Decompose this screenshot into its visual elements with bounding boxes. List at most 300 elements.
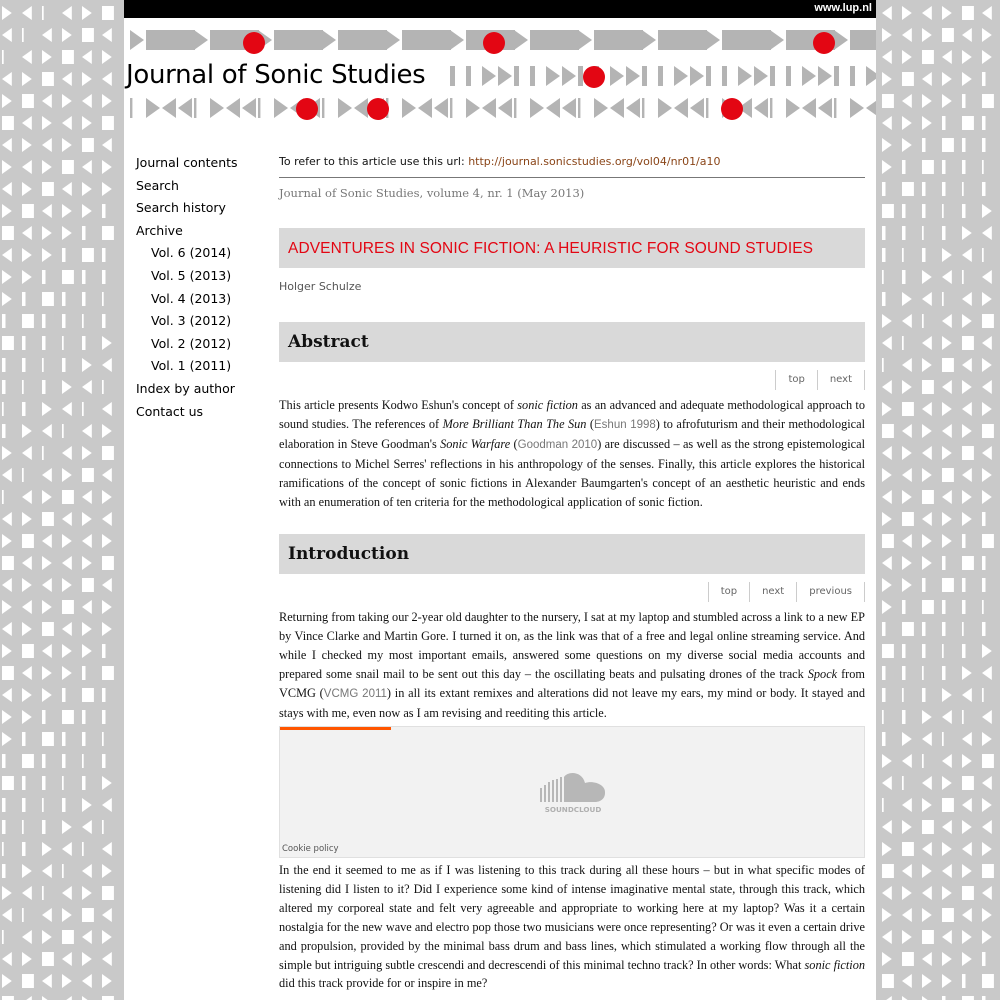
reference-link[interactable]: Eshun 1998: [594, 418, 656, 431]
pattern-glyph: [102, 842, 112, 856]
pattern-glyph: [962, 754, 972, 768]
pattern-glyph: [962, 468, 972, 482]
pattern-glyph: [22, 578, 32, 592]
intro-top-link[interactable]: top: [708, 582, 749, 602]
pattern-glyph: [62, 512, 72, 526]
pattern-glyph: [922, 644, 926, 658]
pattern-glyph: [922, 666, 924, 680]
pattern-glyph: [942, 996, 946, 1000]
pattern-glyph: [942, 380, 952, 394]
reference-link[interactable]: VCMG 2011: [323, 687, 387, 700]
pattern-glyph: [882, 578, 892, 592]
pattern-glyph: [922, 512, 932, 526]
pattern-glyph: [530, 66, 535, 86]
pattern-glyph: [882, 974, 894, 988]
pattern-glyph: [82, 974, 92, 988]
text: from VCMG (: [279, 666, 865, 700]
pattern-glyph: [82, 996, 92, 1000]
pattern-glyph: [690, 98, 704, 118]
pattern-glyph: [834, 98, 836, 118]
pattern-glyph: [942, 468, 954, 482]
journal-logo[interactable]: Journal of Sonic Studies: [126, 59, 435, 91]
introduction-nav: [708, 582, 865, 602]
pattern-glyph: [902, 732, 912, 746]
pattern-glyph: [466, 66, 471, 86]
pattern-glyph: [922, 974, 932, 988]
pattern-glyph: [2, 732, 12, 746]
pattern-glyph: [942, 336, 952, 350]
pattern-glyph: [2, 28, 12, 42]
pattern-glyph: [982, 666, 992, 680]
pattern-glyph: [22, 666, 32, 680]
refer-line: [279, 155, 721, 168]
pattern-glyph: [42, 358, 44, 372]
pattern-glyph: [706, 66, 711, 86]
pattern-glyph: [82, 490, 92, 504]
pattern-glyph: [802, 66, 816, 86]
pattern-glyph: [62, 380, 72, 394]
pattern-glyph: [338, 30, 355, 50]
pattern-glyph: [962, 160, 966, 174]
soundcloud-embed[interactable]: [279, 726, 865, 858]
pattern-glyph: [962, 182, 964, 196]
banner-dot: [367, 98, 389, 120]
pattern-glyph: [130, 98, 132, 118]
pattern-glyph: [902, 226, 906, 240]
pattern-glyph: [22, 930, 32, 944]
pattern-glyph: [82, 908, 94, 922]
pattern-glyph: [62, 138, 72, 152]
pattern-glyph: [882, 292, 886, 306]
pattern-glyph: [922, 292, 932, 306]
text: ) are discussed – as well as the strong epistemological connections to Michel Serres' reflections in his anthropology of the senses. Finally, this article explores the historical ramifications of the concept of sonic fictions in Alexander Baumgarten's concept of an aesthetic heuristic and ends with an enumeration of ten criteria for the methodological application of sonic fiction.: [279, 436, 865, 509]
pattern-glyph: [922, 776, 932, 790]
pattern-glyph: [962, 358, 972, 372]
pattern-glyph: [738, 30, 755, 50]
abstract-next-link[interactable]: next: [817, 370, 865, 390]
pattern-glyph: [658, 66, 663, 86]
pattern-glyph: [102, 248, 106, 262]
pattern-glyph: [22, 6, 32, 20]
pattern-glyph: [962, 952, 972, 966]
sidebar-item[interactable]: Vol. 4 (2013): [151, 290, 232, 306]
pattern-glyph: [982, 864, 994, 878]
pattern-glyph: [42, 534, 52, 548]
pattern-glyph: [290, 30, 307, 50]
pattern-glyph: [102, 6, 114, 20]
pattern-glyph: [22, 534, 34, 548]
pattern-glyph: [2, 490, 4, 504]
pattern-glyph: [902, 930, 912, 944]
pattern-glyph: [962, 28, 972, 42]
pattern-glyph: [982, 930, 992, 944]
pattern-glyph: [962, 512, 972, 526]
pattern-glyph: [102, 50, 112, 64]
pattern-glyph: [942, 952, 952, 966]
pattern-glyph: [22, 314, 34, 328]
pattern-glyph: [82, 600, 92, 614]
pattern-glyph: [902, 798, 912, 812]
sidebar-item[interactable]: Vol. 1 (2011): [151, 358, 232, 374]
pattern-glyph: [42, 974, 52, 988]
pattern-glyph: [386, 30, 400, 50]
pattern-glyph: [962, 314, 972, 328]
pattern-glyph: [902, 952, 914, 966]
pattern-glyph: [942, 512, 952, 526]
sidebar-item[interactable]: Journal contents: [136, 155, 238, 170]
pattern-glyph: [922, 468, 932, 482]
pattern-glyph: [102, 138, 112, 152]
pattern-glyph: [82, 292, 86, 306]
pattern-glyph: [42, 446, 44, 460]
pattern-glyph: [982, 50, 992, 64]
abstract-top-link[interactable]: top: [775, 370, 816, 390]
pattern-glyph: [922, 930, 934, 944]
pattern-glyph: [674, 98, 688, 118]
pattern-glyph: [498, 98, 512, 118]
pattern-glyph: [882, 94, 894, 108]
pattern-glyph: [482, 66, 496, 86]
pattern-glyph: [62, 886, 72, 900]
emphasis: sonic fiction: [517, 398, 578, 412]
pattern-glyph: [982, 424, 994, 438]
introduction-heading: Introduction: [288, 544, 410, 564]
pattern-glyph: [62, 72, 72, 86]
pattern-glyph: [754, 98, 768, 118]
pattern-glyph: [902, 468, 912, 482]
pattern-glyph: [902, 666, 906, 680]
sidebar-item[interactable]: Archive: [136, 222, 183, 238]
pattern-glyph: [882, 248, 886, 262]
pattern-glyph: [546, 66, 560, 86]
pattern-glyph: [562, 66, 576, 86]
pattern-glyph: [902, 28, 912, 42]
pattern-glyph: [42, 182, 54, 196]
pattern-glyph: [2, 336, 14, 350]
pattern-glyph: [922, 842, 932, 856]
soundcloud-logo-icon[interactable]: [538, 771, 608, 815]
pattern-glyph: [942, 600, 946, 614]
pattern-glyph: [338, 98, 352, 118]
pattern-glyph: [882, 402, 892, 416]
pattern-glyph: [902, 754, 912, 768]
pattern-glyph: [62, 644, 72, 658]
pattern-glyph: [62, 292, 66, 306]
pattern-glyph: [102, 732, 104, 746]
pattern-glyph: [22, 50, 32, 64]
pattern-glyph: [610, 30, 627, 50]
pattern-glyph: [2, 72, 12, 86]
pattern-glyph: [42, 28, 52, 42]
pattern-glyph: [226, 98, 240, 118]
pattern-glyph: [274, 98, 288, 118]
pattern-glyph: [942, 974, 952, 988]
pattern-glyph: [922, 50, 934, 64]
pattern-glyph: [982, 72, 986, 86]
pattern-glyph: [982, 138, 986, 152]
pattern-glyph: [306, 30, 323, 50]
pattern-glyph: [882, 490, 892, 504]
pattern-glyph: [770, 30, 784, 50]
pattern-glyph: [22, 776, 26, 790]
pattern-glyph: [942, 28, 954, 42]
pattern-glyph: [22, 468, 24, 482]
abstract-paragraph: [279, 396, 865, 511]
pattern-glyph: [22, 204, 34, 218]
pattern-glyph: [834, 30, 848, 50]
pattern-glyph: [882, 908, 892, 922]
pattern-glyph: [418, 98, 432, 118]
pattern-glyph: [2, 644, 12, 658]
pattern-glyph: [982, 820, 992, 834]
pattern-glyph: [922, 314, 924, 328]
pattern-glyph: [962, 930, 972, 944]
pattern-glyph: [610, 66, 624, 86]
pattern-glyph: [2, 94, 12, 108]
pattern-glyph: [62, 864, 64, 878]
pattern-glyph: [434, 30, 451, 50]
pattern-glyph: [82, 820, 92, 834]
pattern-glyph: [902, 776, 904, 790]
pattern-glyph: [922, 864, 932, 878]
pattern-glyph: [922, 578, 926, 592]
pattern-glyph: [2, 754, 6, 768]
pattern-glyph: [102, 72, 112, 86]
pattern-glyph: [102, 336, 112, 350]
pattern-glyph: [922, 600, 934, 614]
sidebar-item[interactable]: Vol. 2 (2012): [151, 335, 232, 351]
pattern-glyph: [2, 204, 12, 218]
pattern-glyph: [962, 600, 966, 614]
pattern-glyph: [498, 66, 512, 86]
pattern-glyph: [242, 98, 256, 118]
pattern-glyph: [62, 160, 74, 174]
pattern-glyph: [2, 600, 12, 614]
emphasis: Spock: [807, 666, 838, 681]
text: This article presents Kodwo Eshun's concept of: [279, 398, 518, 412]
pattern-glyph: [2, 798, 6, 812]
pattern-glyph: [962, 248, 972, 262]
pattern-glyph: [22, 138, 32, 152]
pattern-glyph: [178, 98, 192, 118]
pattern-glyph: [882, 644, 894, 658]
pattern-glyph: [62, 622, 72, 636]
article-title-box: [279, 228, 865, 268]
pattern-glyph: [82, 578, 94, 592]
pattern-glyph: [42, 512, 54, 526]
pattern-glyph: [882, 336, 892, 350]
pattern-glyph: [102, 182, 112, 196]
pattern-glyph: [786, 30, 803, 50]
pattern-glyph: [42, 842, 52, 856]
pattern-glyph: [2, 820, 6, 834]
pattern-glyph: [42, 336, 46, 350]
pattern-glyph: [62, 270, 74, 284]
pattern-glyph: [982, 116, 986, 130]
pattern-glyph: [22, 798, 26, 812]
pattern-glyph: [82, 204, 92, 218]
pattern-glyph: [102, 622, 112, 636]
text: as an advanced and adequate methodological approach to sound studies. The references of: [279, 398, 865, 431]
pattern-glyph: [818, 98, 832, 118]
pattern-glyph: [418, 30, 435, 50]
pattern-glyph: [102, 754, 106, 768]
sidebar-item[interactable]: Vol. 6 (2014): [151, 245, 232, 261]
pattern-glyph: [82, 468, 94, 482]
pattern-glyph: [942, 534, 952, 548]
pattern-glyph: [982, 490, 992, 504]
pattern-glyph: [2, 556, 14, 570]
sidebar-item[interactable]: Vol. 3 (2012): [151, 313, 232, 329]
pattern-glyph: [62, 820, 72, 834]
pattern-glyph: [82, 380, 92, 394]
pattern-glyph: [942, 424, 952, 438]
pattern-glyph: [902, 204, 906, 218]
pattern-glyph: [22, 490, 32, 504]
pattern-glyph: [942, 94, 952, 108]
pattern-glyph: [802, 98, 816, 118]
pattern-glyph: [982, 94, 994, 108]
intro-next-link[interactable]: next: [749, 582, 796, 602]
pattern-glyph: [2, 908, 12, 922]
pattern-glyph: [354, 30, 371, 50]
intro-previous-link[interactable]: previous: [796, 582, 865, 602]
pattern-glyph: [62, 666, 72, 680]
pattern-glyph: [82, 94, 92, 108]
pattern-glyph: [82, 930, 92, 944]
reference-link[interactable]: Goodman 2010: [517, 438, 598, 451]
pattern-glyph: [82, 6, 92, 20]
pattern-glyph: [258, 98, 260, 118]
pattern-glyph: [194, 30, 208, 50]
pattern-glyph: [962, 72, 972, 86]
pattern-glyph: [942, 908, 954, 922]
pattern-glyph: [82, 182, 92, 196]
pattern-glyph: [42, 314, 46, 328]
cookie-policy-link[interactable]: Cookie policy: [282, 844, 339, 854]
pattern-glyph: [62, 28, 72, 42]
pattern-glyph: [562, 98, 576, 118]
pattern-glyph: [82, 710, 86, 724]
pattern-glyph: [82, 644, 92, 658]
pattern-glyph: [2, 886, 12, 900]
pattern-glyph: [786, 66, 791, 86]
pattern-glyph: [402, 98, 416, 118]
pattern-glyph: [982, 270, 992, 284]
pattern-glyph: [22, 380, 24, 394]
pattern-glyph: [2, 6, 12, 20]
pattern-glyph: [146, 30, 163, 50]
pattern-glyph: [982, 160, 984, 174]
pattern-glyph: [754, 66, 768, 86]
pattern-glyph: [102, 710, 106, 724]
pattern-glyph: [322, 98, 324, 118]
pattern-glyph: [902, 600, 906, 614]
pattern-glyph: [450, 66, 455, 86]
sidebar-item[interactable]: Search: [136, 177, 179, 193]
pattern-glyph: [882, 50, 892, 64]
pattern-glyph: [62, 600, 74, 614]
publisher-link[interactable]: www.lup.nl: [814, 2, 872, 14]
pattern-glyph: [62, 534, 72, 548]
pattern-glyph: [754, 30, 771, 50]
pattern-glyph: [2, 666, 14, 680]
pattern-glyph: [982, 578, 986, 592]
pattern-glyph: [42, 710, 46, 724]
pattern-glyph: [102, 204, 106, 218]
pattern-glyph: [102, 600, 112, 614]
pattern-glyph: [658, 30, 675, 50]
pattern-glyph: [882, 930, 892, 944]
pattern-glyph: [22, 644, 34, 658]
pattern-glyph: [902, 6, 912, 20]
pattern-glyph: [82, 732, 86, 746]
pattern-glyph: [942, 160, 946, 174]
pattern-glyph: [102, 952, 112, 966]
pattern-glyph: [22, 996, 32, 1000]
pattern-glyph: [450, 30, 464, 50]
pattern-glyph: [982, 314, 994, 328]
pattern-glyph: [42, 556, 52, 570]
banner-dot: [243, 32, 265, 54]
sidebar-item[interactable]: Contact us: [136, 403, 204, 419]
sidebar-item[interactable]: Search history: [136, 200, 226, 216]
pattern-glyph: [62, 402, 72, 416]
pattern-glyph: [82, 358, 92, 372]
pattern-glyph: [82, 270, 86, 284]
sidebar-item[interactable]: Vol. 5 (2013): [151, 267, 232, 283]
pattern-glyph: [42, 732, 54, 746]
pattern-glyph: [2, 842, 4, 856]
pattern-glyph: [102, 358, 112, 372]
pattern-glyph: [62, 974, 72, 988]
pattern-glyph: [722, 30, 739, 50]
pattern-glyph: [962, 578, 966, 592]
pattern-glyph: [942, 248, 952, 262]
pattern-glyph: [942, 358, 954, 372]
pattern-glyph: [922, 160, 934, 174]
pattern-glyph: [42, 72, 54, 86]
pattern-glyph: [902, 402, 914, 416]
pattern-glyph: [786, 98, 800, 118]
pattern-glyph: [42, 160, 52, 174]
pattern-glyph: [982, 974, 994, 988]
pattern-glyph: [102, 908, 112, 922]
pattern-glyph: [102, 424, 112, 438]
pattern-glyph: [22, 732, 26, 746]
pattern-glyph: [982, 776, 992, 790]
pattern-glyph: [82, 622, 92, 636]
pattern-glyph: [902, 996, 912, 1000]
pattern-glyph: [882, 270, 884, 284]
pattern-glyph: [82, 402, 84, 416]
article-url-link[interactable]: http://journal.sonicstudies.org/vol04/nr01/a10: [468, 155, 721, 168]
pattern-glyph: [674, 66, 688, 86]
pattern-glyph: [962, 842, 972, 856]
pattern-glyph: [22, 72, 32, 86]
pattern-glyph: [642, 66, 647, 86]
pattern-glyph: [922, 248, 926, 262]
pattern-glyph: [922, 556, 932, 570]
pattern-glyph: [962, 446, 974, 460]
pattern-glyph: [982, 380, 992, 394]
pattern-glyph: [22, 974, 34, 988]
pattern-glyph: [902, 160, 906, 174]
pattern-glyph: [962, 402, 972, 416]
pattern-glyph: [62, 710, 74, 724]
sidebar-item[interactable]: Index by author: [136, 380, 235, 396]
pattern-glyph: [42, 820, 46, 834]
